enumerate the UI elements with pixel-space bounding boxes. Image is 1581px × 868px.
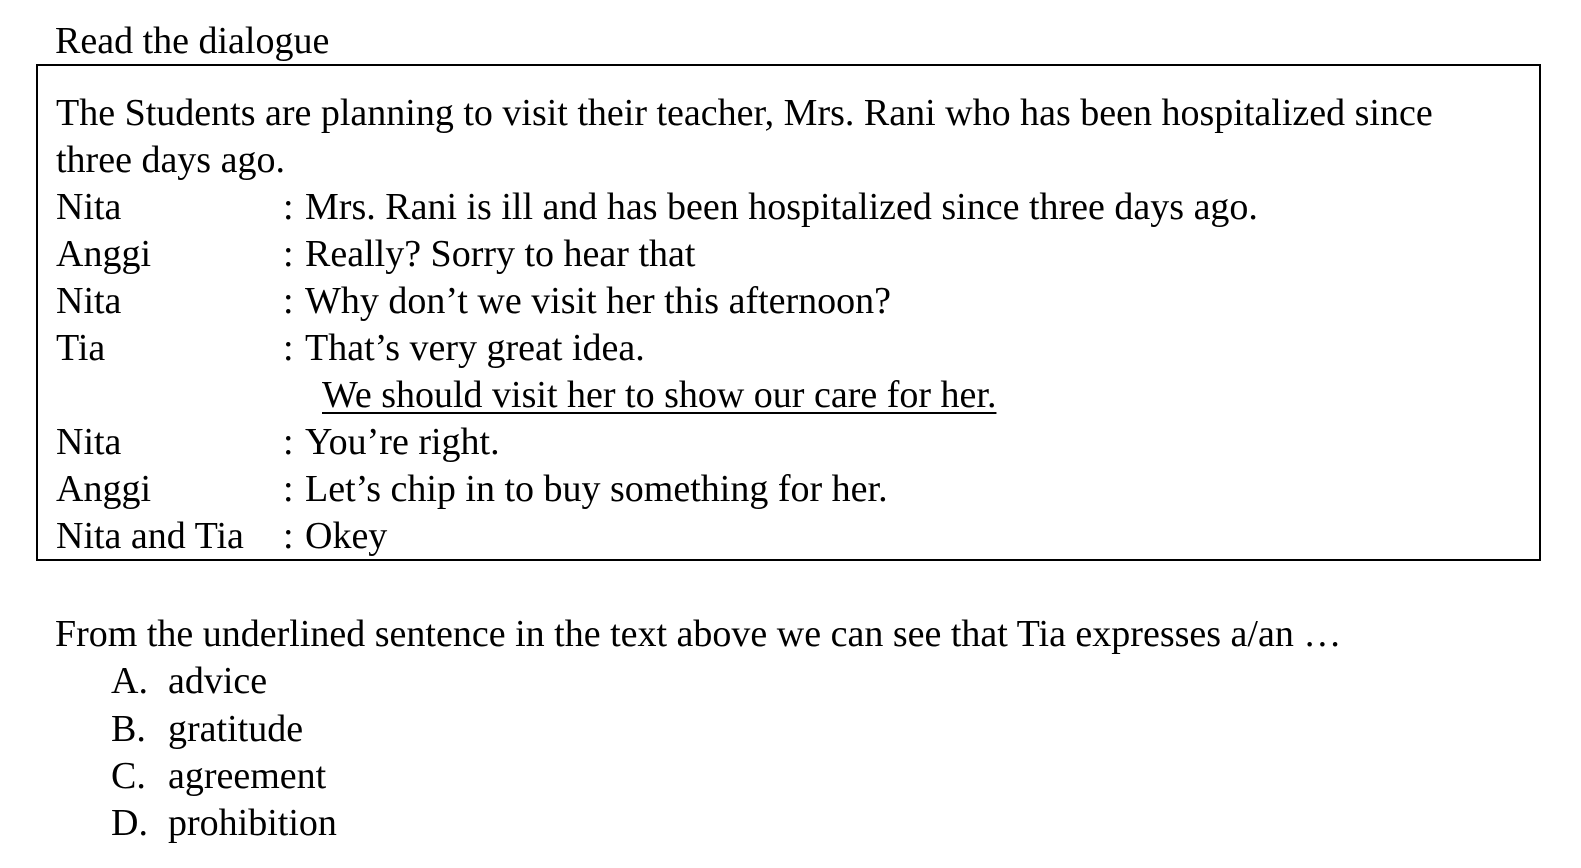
option-text: agreement <box>168 755 327 797</box>
utterance-text: Let’s chip in to buy something for her. <box>305 468 888 510</box>
speaker-name: Anggi <box>56 233 151 275</box>
utterance-text: That’s very great idea. <box>305 327 645 369</box>
option-text: gratitude <box>168 708 304 750</box>
dialogue-box <box>36 64 1541 561</box>
speaker-separator: : <box>283 515 294 557</box>
question-text: From the underlined sentence in the text above we can see that Tia expresses a/an … <box>55 613 1342 655</box>
utterance-text: Really? Sorry to hear that <box>305 233 696 275</box>
speaker-separator: : <box>283 186 294 228</box>
utterance-text: Okey <box>305 515 388 557</box>
speaker-separator: : <box>283 421 294 463</box>
utterance-text: Mrs. Rani is ill and has been hospitalized since three days ago. <box>305 186 1258 228</box>
speaker-name: Nita <box>56 186 122 228</box>
speaker-name: Anggi <box>56 468 151 510</box>
speaker-name: Nita and Tia <box>56 515 244 557</box>
option-letter: A. <box>111 660 148 702</box>
utterance-text: You’re right. <box>305 421 500 463</box>
option-text: prohibition <box>168 802 337 844</box>
dialogue-intro: The Students are planning to visit their teacher, Mrs. Rani who has been hospitalized since three days ago. <box>56 92 1433 181</box>
speaker-name: Nita <box>56 421 122 463</box>
option-letter: C. <box>111 755 146 797</box>
speaker-separator: : <box>283 280 294 322</box>
option-letter: B. <box>111 708 146 750</box>
speaker-separator: : <box>283 233 294 275</box>
option-letter: D. <box>111 802 148 844</box>
option-text: advice <box>168 660 268 702</box>
underlined-sentence: We should visit her to show our care for her. <box>322 374 997 416</box>
speaker-name: Nita <box>56 280 122 322</box>
utterance-text: Why don’t we visit her this afternoon? <box>305 280 892 322</box>
speaker-separator: : <box>283 468 294 510</box>
speaker-separator: : <box>283 327 294 369</box>
speaker-name: Tia <box>56 327 106 369</box>
instruction-heading: Read the dialogue <box>55 20 330 62</box>
